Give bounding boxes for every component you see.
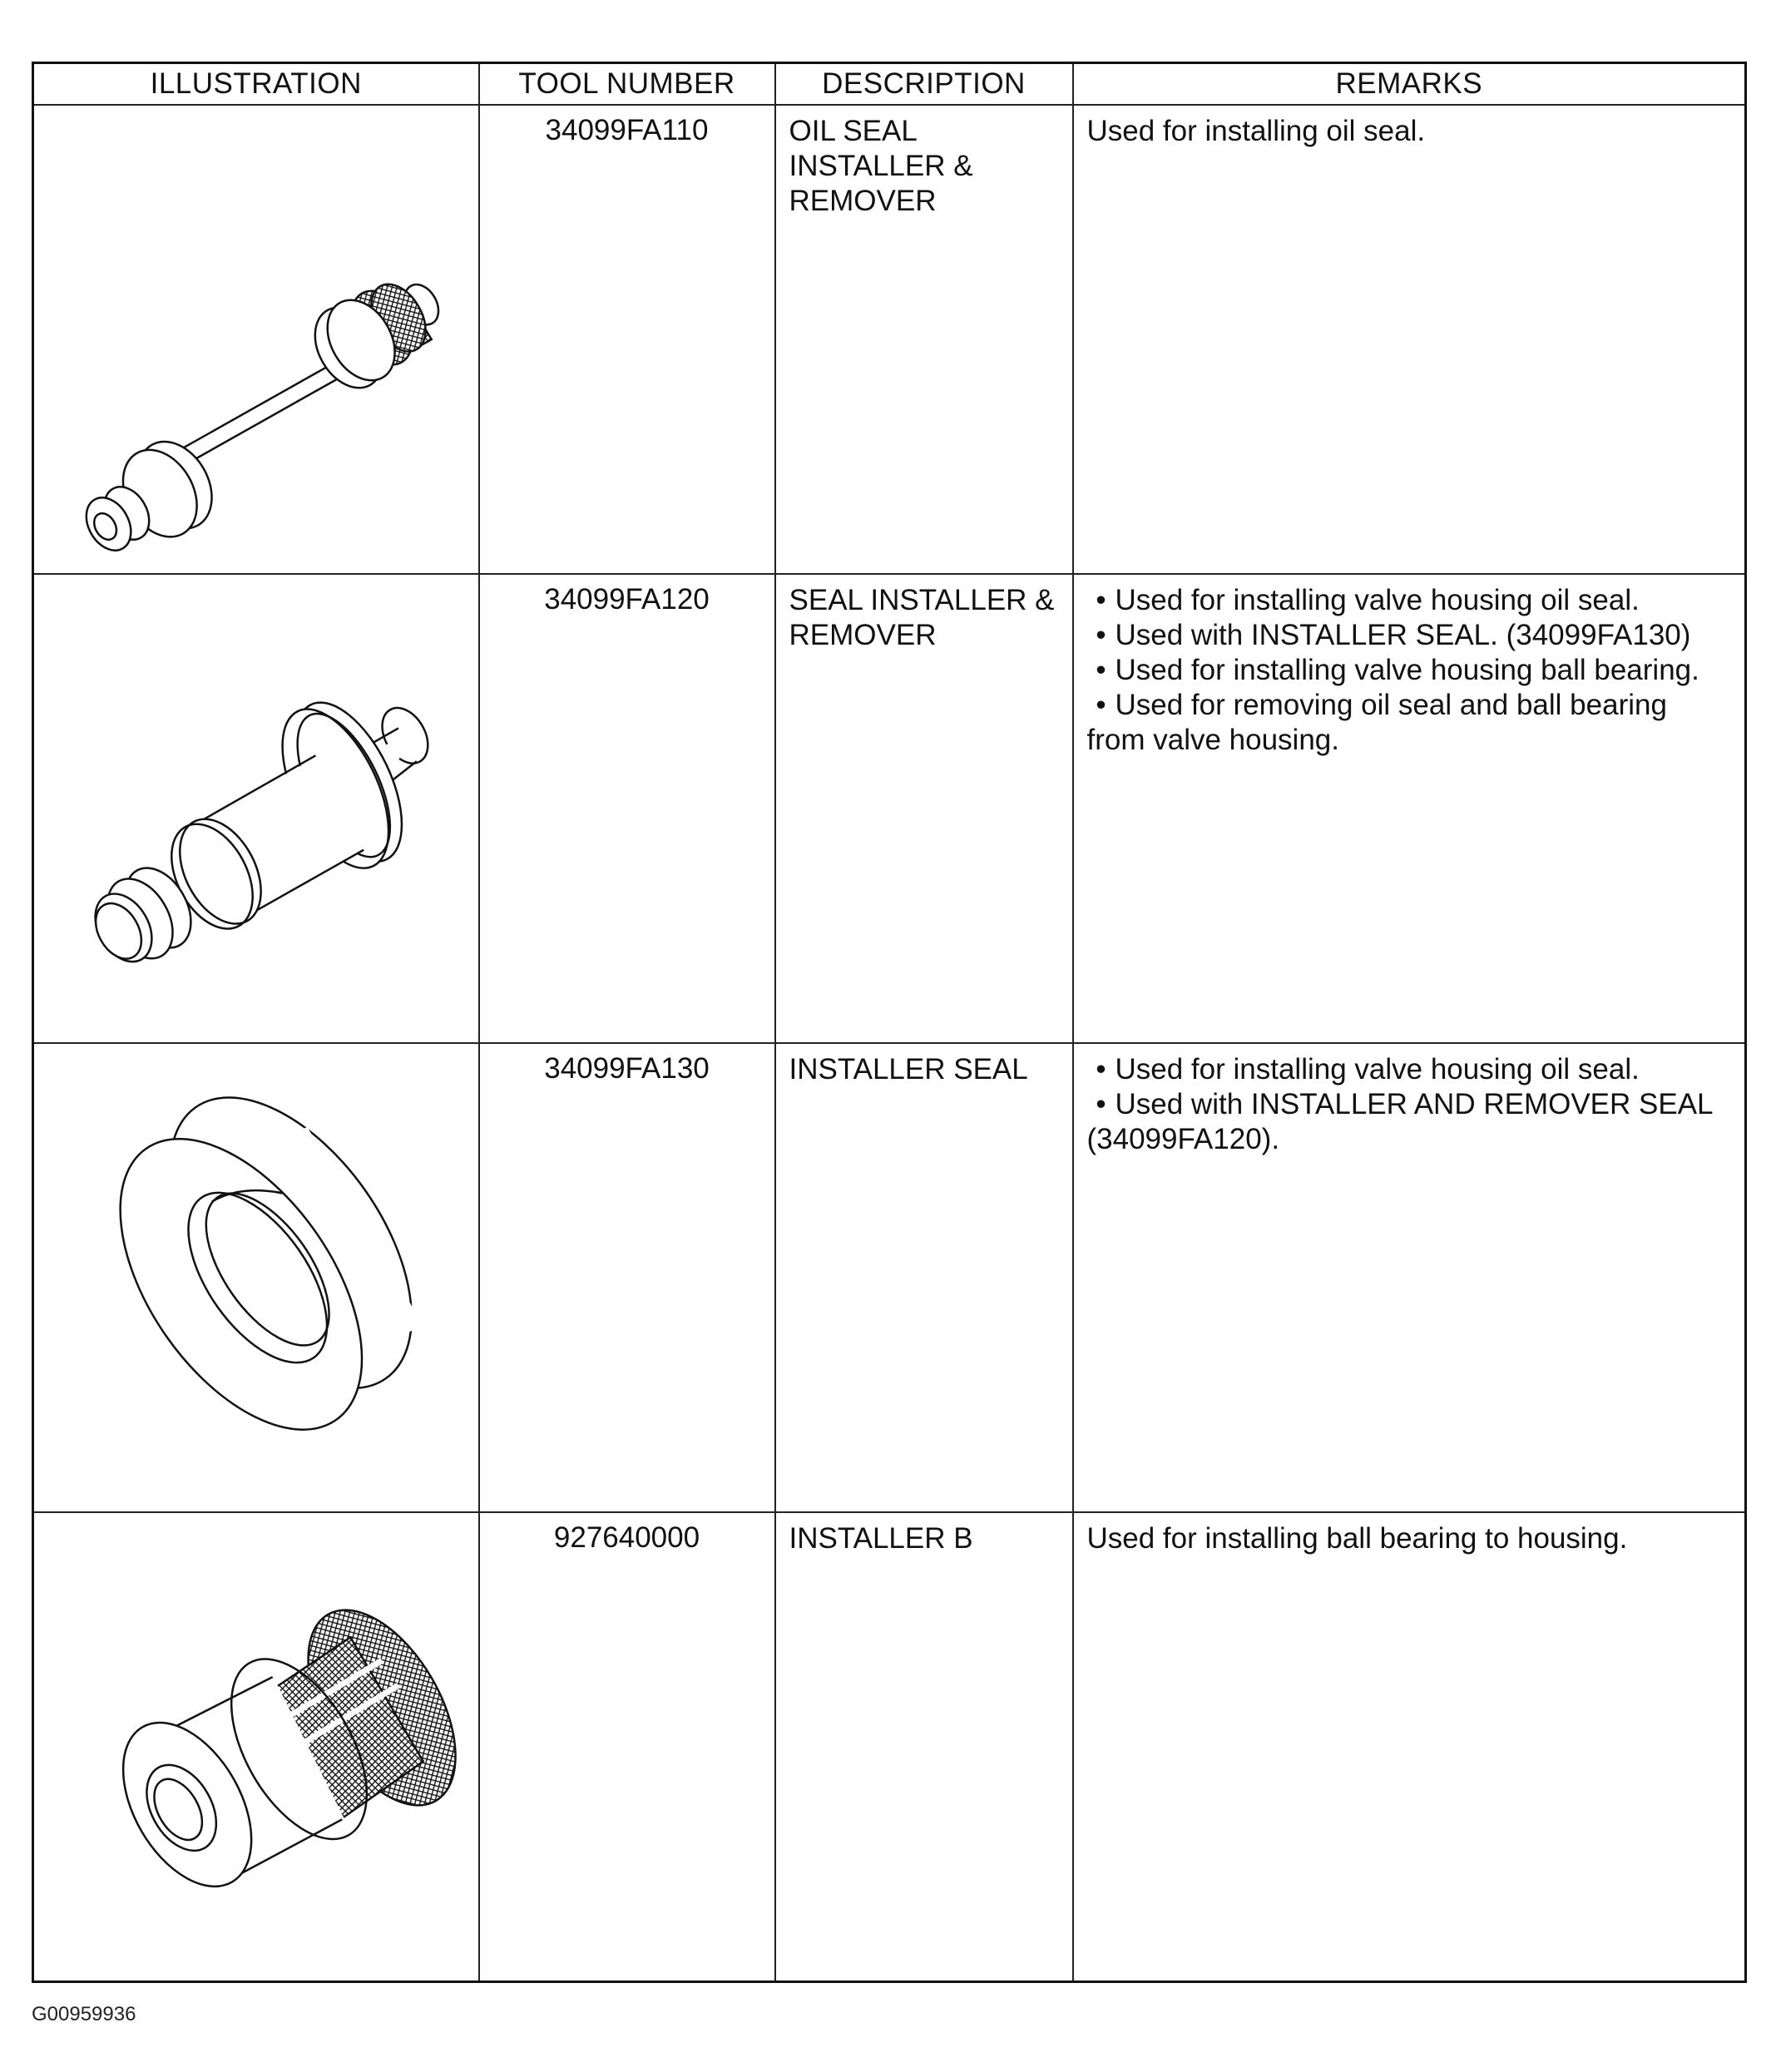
remarks-text: Used for installing oil seal. [1086, 115, 1426, 147]
remarks-continuation: (34099FA120). [1086, 1123, 1280, 1155]
header-tool-number: TOOL NUMBER [479, 63, 775, 106]
remarks-item-text: Used with INSTALLER SEAL. (34099FA130) [1115, 619, 1691, 651]
header-remarks: REMARKS [1073, 63, 1746, 106]
remarks-item-text: Used with INSTALLER AND REMOVER SEAL [1115, 1088, 1714, 1120]
special-tools-table [32, 62, 1747, 1983]
tool-number: 34099FA120 [479, 574, 775, 1043]
remarks-item: • Used for removing oil seal and ball bearing [1096, 689, 1667, 721]
remarks-text: Used for installing ball bearing to housing. [1086, 1522, 1628, 1555]
illustration-cell [33, 105, 479, 574]
remarks-item-text: Used for installing valve housing oil seal. [1115, 1053, 1640, 1085]
remarks-list [1087, 1052, 1734, 1122]
table-header-row [33, 63, 1746, 106]
tool-remarks [1073, 105, 1746, 574]
tool-description: INSTALLER B [775, 1512, 1073, 1981]
remarks-item-text: Used for removing oil seal and ball bearing [1115, 689, 1667, 721]
tool-number: 34099FA130 [479, 1043, 775, 1512]
remarks-item: • Used for installing valve housing oil seal. [1096, 584, 1640, 616]
header-illustration: ILLUSTRATION [33, 63, 479, 106]
tool-number: 927640000 [479, 1512, 775, 1981]
table-row [33, 1512, 1746, 1981]
remarks-item: • Used with INSTALLER SEAL. (34099FA130) [1096, 619, 1691, 651]
illustration-cell [33, 1512, 479, 1981]
illustration-cell [33, 574, 479, 1043]
oil-seal-installer-remover-tool-icon [34, 106, 478, 573]
seal-installer-remover-tool-icon [34, 575, 478, 1042]
remarks-item-text: Used for installing valve housing oil seal. [1115, 584, 1640, 616]
tool-description: SEAL INSTALLER & REMOVER [775, 574, 1073, 1043]
table-row [33, 1043, 1746, 1512]
remarks-item: • Used with INSTALLER AND REMOVER SEAL [1096, 1088, 1714, 1120]
remarks-list [1087, 583, 1734, 723]
tool-number: 34099FA110 [479, 105, 775, 574]
tool-description: INSTALLER SEAL [775, 1043, 1073, 1512]
tool-remarks [1073, 1512, 1746, 1981]
figure-id-label: G00959936 [32, 2003, 136, 2025]
tool-remarks [1073, 574, 1746, 1043]
table-row [33, 574, 1746, 1043]
illustration-cell [33, 1043, 479, 1512]
remarks-continuation: from valve housing. [1086, 724, 1339, 756]
remarks-item: • Used for installing valve housing oil seal. [1096, 1053, 1640, 1085]
tool-remarks [1073, 1043, 1746, 1512]
installer-b-knurled-sleeve-icon [34, 1513, 478, 1981]
table-row [33, 105, 1746, 574]
header-description: DESCRIPTION [775, 63, 1073, 106]
installer-seal-ring-icon [34, 1044, 478, 1511]
remarks-item: • Used for installing valve housing ball bearing. [1096, 654, 1699, 686]
remarks-item-text: Used for installing valve housing ball bearing. [1115, 654, 1699, 686]
tool-description: OIL SEAL INSTALLER & REMOVER [775, 105, 1073, 574]
